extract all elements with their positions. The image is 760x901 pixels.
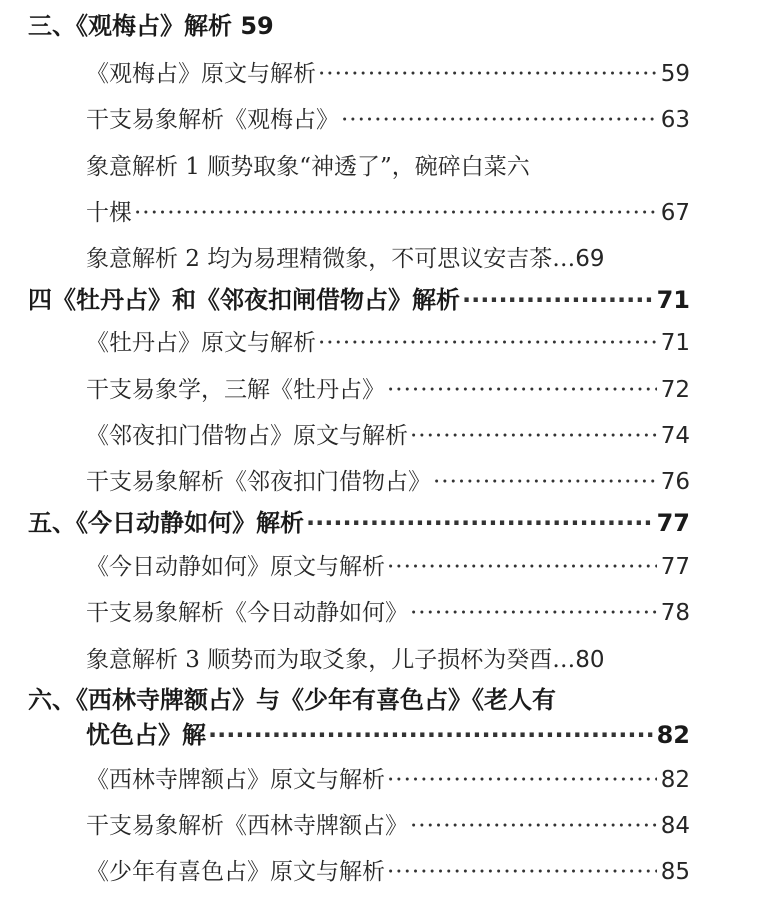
toc-leader-dots [433, 469, 657, 495]
toc-entry-title: 五、《今日动静如何》解析 [28, 509, 304, 537]
toc-entry[interactable] [86, 240, 690, 273]
toc-entry-title: 象意解析 3 顺势而为取爻象，儿子损杯为癸酉… [86, 647, 576, 673]
toc-entry-title: 《今日动静如何》原文与解析 [86, 554, 385, 580]
toc-leader-dots [341, 107, 657, 133]
toc-leader-dots [208, 721, 653, 749]
toc-entry-title: 干支易象解析《邻夜扣门借物占》 [86, 469, 431, 495]
toc-page-number: 85 [660, 859, 690, 885]
toc-entry-title: 三、《观梅占》解析 59 [28, 12, 274, 40]
toc-section-heading[interactable] [28, 503, 690, 538]
toc-section-heading-continuation[interactable] [86, 715, 690, 750]
toc-leader-dots [387, 554, 657, 580]
toc-leader-dots [410, 423, 657, 449]
toc-entry-title: 四《牡丹占》和《邻夜扣闸借物占》解析 [28, 286, 460, 314]
toc-leader-dots [387, 767, 657, 793]
toc-entry-title: 象意解析 1 顺势取象“神透了”，碗碎白菜六 [86, 154, 530, 180]
toc-entry-title: 六、《西林寺牌额占》与《少年有喜色占》《老人有 [28, 686, 556, 714]
toc-page-number: 63 [660, 107, 690, 133]
toc-entry[interactable] [86, 463, 690, 496]
toc-leader-dots [410, 600, 657, 626]
toc-page-number: 82 [656, 721, 690, 749]
toc-section-heading[interactable] [28, 6, 274, 41]
toc-entry-continuation[interactable] [86, 194, 690, 227]
toc-page-number: 84 [660, 813, 690, 839]
toc-entry-title: 忧色占》解 [86, 721, 206, 749]
toc-entry[interactable] [86, 641, 690, 674]
toc-entry-title: 干支易象解析《观梅占》 [86, 107, 339, 133]
toc-entry-title: 干支易象学，三解《牡丹占》 [86, 377, 385, 403]
toc-entry-title: 《观梅占》原文与解析 [86, 61, 316, 87]
toc-page-number: 82 [660, 767, 690, 793]
toc-page-number: 69 [575, 246, 605, 272]
toc-page-number: 71 [656, 286, 690, 314]
toc-leader-dots [306, 509, 653, 537]
toc-leader-dots [134, 200, 657, 226]
toc-leader-dots [318, 330, 657, 356]
toc-leader-dots [318, 61, 657, 87]
toc-entry[interactable] [86, 548, 690, 581]
toc-entry[interactable] [86, 594, 690, 627]
toc-entry[interactable] [86, 853, 690, 886]
toc-entry[interactable] [86, 807, 690, 840]
toc-section-heading[interactable] [28, 680, 556, 715]
toc-entry-title: 《牡丹占》原文与解析 [86, 330, 316, 356]
toc-entry-title: 象意解析 2 均为易理精微象，不可思议安吉茶… [86, 246, 576, 272]
toc-page-number: 72 [660, 377, 690, 403]
toc-page-number: 77 [656, 509, 690, 537]
toc-page-number: 71 [660, 330, 690, 356]
toc-leader-dots [410, 813, 657, 839]
toc-page-number: 74 [660, 423, 690, 449]
toc-entry-title: 《少年有喜色占》原文与解析 [86, 859, 385, 885]
toc-entry[interactable] [86, 55, 690, 88]
toc-entry-title: 《邻夜扣门借物占》原文与解析 [86, 423, 408, 449]
toc-page-number: 78 [660, 600, 690, 626]
toc-page-number: 67 [660, 200, 690, 226]
toc-leader-dots [387, 377, 657, 403]
toc-entry[interactable] [86, 761, 690, 794]
toc-entry-title: 干支易象解析《西林寺牌额占》 [86, 813, 408, 839]
toc-entry[interactable] [86, 417, 690, 450]
toc-entry[interactable] [86, 148, 530, 181]
toc-entry[interactable] [86, 101, 690, 134]
toc-page-number: 76 [660, 469, 690, 495]
toc-leader-dots [387, 859, 657, 885]
toc-entry[interactable] [86, 371, 690, 404]
toc-entry[interactable] [86, 324, 690, 357]
toc-entry-title: 《西林寺牌额占》原文与解析 [86, 767, 385, 793]
toc-page-number: 80 [575, 647, 605, 673]
toc-page-number: 77 [660, 554, 690, 580]
toc-entry-title: 十棵 [86, 200, 132, 226]
toc-leader-dots [462, 286, 653, 314]
toc-page-number: 59 [660, 61, 690, 87]
toc-entry-title: 干支易象解析《今日动静如何》 [86, 600, 408, 626]
toc-section-heading[interactable] [28, 280, 690, 315]
